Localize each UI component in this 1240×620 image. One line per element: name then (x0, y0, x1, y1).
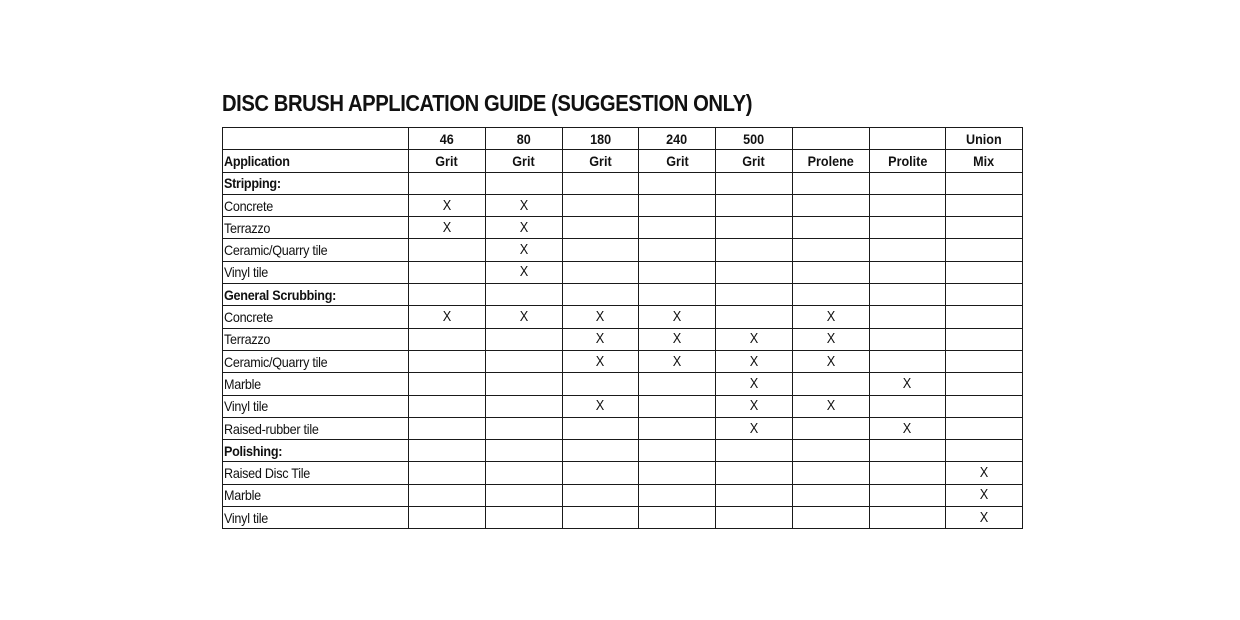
mark-cell (409, 239, 486, 261)
mark-cell (716, 172, 793, 194)
mark-cell (792, 440, 869, 462)
application-label-cell (223, 462, 409, 484)
mark-x: X (519, 263, 528, 281)
application-label: Raised-rubber tile (224, 420, 319, 437)
mark-cell (639, 194, 716, 216)
mark-cell (792, 194, 869, 216)
mark-cell (869, 462, 946, 484)
application-label: Vinyl tile (224, 509, 269, 526)
mark-cell (409, 373, 486, 395)
header-text: Mix (973, 152, 995, 169)
header-row-top (223, 128, 1023, 150)
mark-cell (562, 484, 639, 506)
mark-cell (485, 284, 562, 306)
mark-x: X (749, 374, 759, 392)
mark-cell (639, 261, 716, 283)
page-title: DISC BRUSH APPLICATION GUIDE (SUGGESTION ONLY) (222, 90, 753, 116)
mark-x: X (979, 508, 989, 526)
mark-cell (409, 194, 486, 216)
mark-cell (409, 507, 486, 529)
header-cell (223, 128, 409, 150)
mark-cell (946, 261, 1023, 283)
mark-cell (716, 306, 793, 328)
mark-cell (639, 484, 716, 506)
mark-cell (869, 350, 946, 372)
mark-cell (946, 462, 1023, 484)
header-text: Prolite (887, 152, 927, 169)
mark-cell (485, 328, 562, 350)
table-row (223, 462, 1023, 484)
mark-x: X (672, 330, 682, 348)
header-cell (562, 150, 639, 172)
header-cell-application (223, 150, 409, 172)
table-row (223, 417, 1023, 439)
mark-cell (485, 373, 562, 395)
mark-cell (869, 395, 946, 417)
mark-cell (562, 440, 639, 462)
mark-cell (639, 507, 716, 529)
mark-cell (639, 462, 716, 484)
mark-x: X (442, 196, 452, 214)
mark-x: X (442, 308, 452, 326)
mark-cell (869, 217, 946, 239)
mark-x: X (519, 241, 528, 259)
mark-cell (562, 306, 639, 328)
application-label-cell (223, 261, 409, 283)
application-label-cell (223, 194, 409, 216)
mark-cell (792, 373, 869, 395)
header-text: Application (224, 152, 290, 169)
mark-x: X (672, 352, 682, 370)
mark-cell (409, 440, 486, 462)
header-text: Grit (665, 152, 689, 169)
application-label: Vinyl tile (224, 398, 269, 415)
header-text: Prolene (807, 152, 854, 169)
header-text: Grit (742, 152, 766, 169)
mark-cell (869, 440, 946, 462)
section-label: General Scrubbing: (224, 286, 337, 303)
header-cell-180 (562, 128, 639, 150)
mark-cell (562, 395, 639, 417)
mark-cell (716, 395, 793, 417)
mark-x: X (826, 397, 835, 415)
mark-cell (946, 217, 1023, 239)
mark-cell (485, 484, 562, 506)
table-body (223, 128, 1023, 529)
mark-cell (792, 417, 869, 439)
mark-cell (639, 350, 716, 372)
mark-cell (639, 395, 716, 417)
mark-cell (716, 328, 793, 350)
mark-cell (639, 373, 716, 395)
mark-cell (869, 172, 946, 194)
header-text: 240 (666, 130, 688, 147)
header-cell (792, 150, 869, 172)
table-row (223, 306, 1023, 328)
mark-x: X (519, 308, 528, 326)
application-label: Marble (224, 375, 261, 392)
section-label: Polishing: (224, 442, 283, 459)
header-cell-80 (485, 128, 562, 150)
mark-cell (485, 507, 562, 529)
mark-cell (716, 284, 793, 306)
application-label-cell (223, 373, 409, 395)
mark-cell (485, 172, 562, 194)
mark-cell (562, 284, 639, 306)
mark-x: X (826, 308, 835, 326)
table-row (223, 239, 1023, 261)
mark-cell (869, 239, 946, 261)
mark-cell (869, 373, 946, 395)
mark-cell (562, 417, 639, 439)
header-cell-prolene (792, 128, 869, 150)
application-label: Concrete (224, 309, 273, 326)
header-cell-union (946, 128, 1023, 150)
header-cell (869, 150, 946, 172)
mark-cell (409, 417, 486, 439)
mark-cell (716, 417, 793, 439)
mark-cell (562, 172, 639, 194)
mark-cell (792, 395, 869, 417)
mark-cell (716, 217, 793, 239)
mark-cell (639, 328, 716, 350)
mark-x: X (596, 308, 605, 326)
mark-cell (716, 462, 793, 484)
mark-cell (946, 484, 1023, 506)
table-row (223, 350, 1023, 372)
mark-cell (869, 484, 946, 506)
application-label-cell (223, 217, 409, 239)
section-label-cell (223, 284, 409, 306)
mark-cell (639, 306, 716, 328)
mark-x: X (979, 464, 989, 482)
mark-cell (409, 284, 486, 306)
application-label: Terrazzo (224, 219, 271, 236)
section-row (223, 172, 1023, 194)
table-row (223, 261, 1023, 283)
application-label-cell (223, 484, 409, 506)
header-text: 46 (439, 130, 454, 147)
mark-cell (562, 194, 639, 216)
header-cell-prolite (869, 128, 946, 150)
mark-cell (409, 217, 486, 239)
header-cell-240 (639, 128, 716, 150)
table-row (223, 507, 1023, 529)
mark-cell (485, 217, 562, 239)
header-cell (639, 150, 716, 172)
mark-cell (409, 261, 486, 283)
table-row (223, 217, 1023, 239)
section-row (223, 284, 1023, 306)
header-cell-46 (409, 128, 486, 150)
header-cell (946, 150, 1023, 172)
mark-cell (792, 328, 869, 350)
header-cell (409, 150, 486, 172)
application-label-cell (223, 306, 409, 328)
header-cell (485, 150, 562, 172)
application-label-cell (223, 328, 409, 350)
application-label-cell (223, 417, 409, 439)
mark-cell (485, 306, 562, 328)
mark-x: X (826, 330, 835, 348)
header-text: 80 (516, 130, 531, 147)
table-row (223, 328, 1023, 350)
mark-cell (946, 417, 1023, 439)
application-label: Raised Disc Tile (224, 465, 311, 482)
mark-cell (562, 239, 639, 261)
mark-cell (409, 172, 486, 194)
header-text: Union (966, 130, 1002, 147)
mark-x: X (749, 397, 759, 415)
mark-cell (716, 194, 793, 216)
mark-cell (792, 284, 869, 306)
header-cell (716, 150, 793, 172)
section-row (223, 440, 1023, 462)
application-label: Ceramic/Quarry tile (224, 353, 328, 370)
mark-cell (485, 462, 562, 484)
mark-cell (946, 306, 1023, 328)
mark-cell (562, 350, 639, 372)
mark-cell (639, 417, 716, 439)
header-row-bottom (223, 150, 1023, 172)
mark-cell (639, 284, 716, 306)
mark-cell (639, 440, 716, 462)
application-label: Vinyl tile (224, 264, 269, 281)
mark-cell (792, 350, 869, 372)
mark-cell (716, 484, 793, 506)
mark-cell (792, 239, 869, 261)
mark-cell (562, 217, 639, 239)
mark-cell (792, 484, 869, 506)
application-label-cell (223, 395, 409, 417)
mark-cell (946, 284, 1023, 306)
section-label-cell (223, 172, 409, 194)
mark-cell (946, 350, 1023, 372)
mark-x: X (596, 330, 605, 348)
mark-cell (792, 507, 869, 529)
table-row (223, 484, 1023, 506)
application-label: Terrazzo (224, 331, 271, 348)
mark-cell (869, 194, 946, 216)
mark-cell (409, 350, 486, 372)
mark-cell (869, 417, 946, 439)
mark-cell (869, 306, 946, 328)
section-label: Stripping: (224, 175, 281, 192)
table-row (223, 194, 1023, 216)
application-label-cell (223, 239, 409, 261)
mark-cell (792, 261, 869, 283)
header-text: 500 (743, 130, 765, 147)
header-text: 180 (589, 130, 611, 147)
mark-x: X (903, 374, 912, 392)
mark-cell (562, 261, 639, 283)
mark-cell (716, 261, 793, 283)
mark-cell (716, 507, 793, 529)
mark-cell (409, 484, 486, 506)
mark-x: X (979, 486, 989, 504)
mark-cell (562, 462, 639, 484)
mark-cell (485, 261, 562, 283)
mark-cell (639, 217, 716, 239)
mark-cell (869, 284, 946, 306)
mark-cell (946, 395, 1023, 417)
mark-cell (409, 395, 486, 417)
mark-cell (639, 239, 716, 261)
mark-cell (792, 172, 869, 194)
application-label: Marble (224, 487, 261, 504)
mark-cell (869, 261, 946, 283)
mark-cell (946, 507, 1023, 529)
mark-cell (869, 328, 946, 350)
mark-cell (946, 440, 1023, 462)
header-cell-500 (716, 128, 793, 150)
mark-cell (946, 328, 1023, 350)
table-row (223, 373, 1023, 395)
mark-cell (946, 373, 1023, 395)
mark-x: X (749, 330, 759, 348)
mark-x: X (596, 352, 605, 370)
header-text: Grit (589, 152, 612, 169)
mark-x: X (442, 218, 452, 236)
mark-cell (792, 462, 869, 484)
mark-cell (792, 217, 869, 239)
mark-cell (409, 462, 486, 484)
mark-cell (485, 440, 562, 462)
mark-cell (409, 328, 486, 350)
mark-cell (485, 239, 562, 261)
mark-cell (716, 373, 793, 395)
application-label-cell (223, 350, 409, 372)
mark-x: X (826, 352, 835, 370)
mark-cell (716, 440, 793, 462)
mark-x: X (519, 196, 528, 214)
mark-x: X (596, 397, 605, 415)
mark-x: X (749, 352, 759, 370)
header-text: Grit (435, 152, 459, 169)
section-label-cell (223, 440, 409, 462)
mark-cell (485, 395, 562, 417)
mark-cell (716, 350, 793, 372)
mark-cell (562, 328, 639, 350)
mark-cell (639, 172, 716, 194)
mark-x: X (672, 308, 682, 326)
header-text: Grit (512, 152, 535, 169)
mark-x: X (903, 419, 912, 437)
application-label: Concrete (224, 197, 273, 214)
mark-cell (792, 306, 869, 328)
mark-x: X (749, 419, 759, 437)
mark-cell (869, 507, 946, 529)
mark-cell (562, 373, 639, 395)
application-guide-table (222, 127, 1023, 529)
mark-cell (485, 194, 562, 216)
mark-cell (409, 306, 486, 328)
mark-cell (485, 417, 562, 439)
mark-cell (716, 239, 793, 261)
mark-cell (946, 172, 1023, 194)
table-row (223, 395, 1023, 417)
mark-cell (946, 239, 1023, 261)
mark-cell (562, 507, 639, 529)
mark-cell (485, 350, 562, 372)
application-label: Ceramic/Quarry tile (224, 242, 328, 259)
application-label-cell (223, 507, 409, 529)
mark-cell (946, 194, 1023, 216)
mark-x: X (519, 218, 528, 236)
